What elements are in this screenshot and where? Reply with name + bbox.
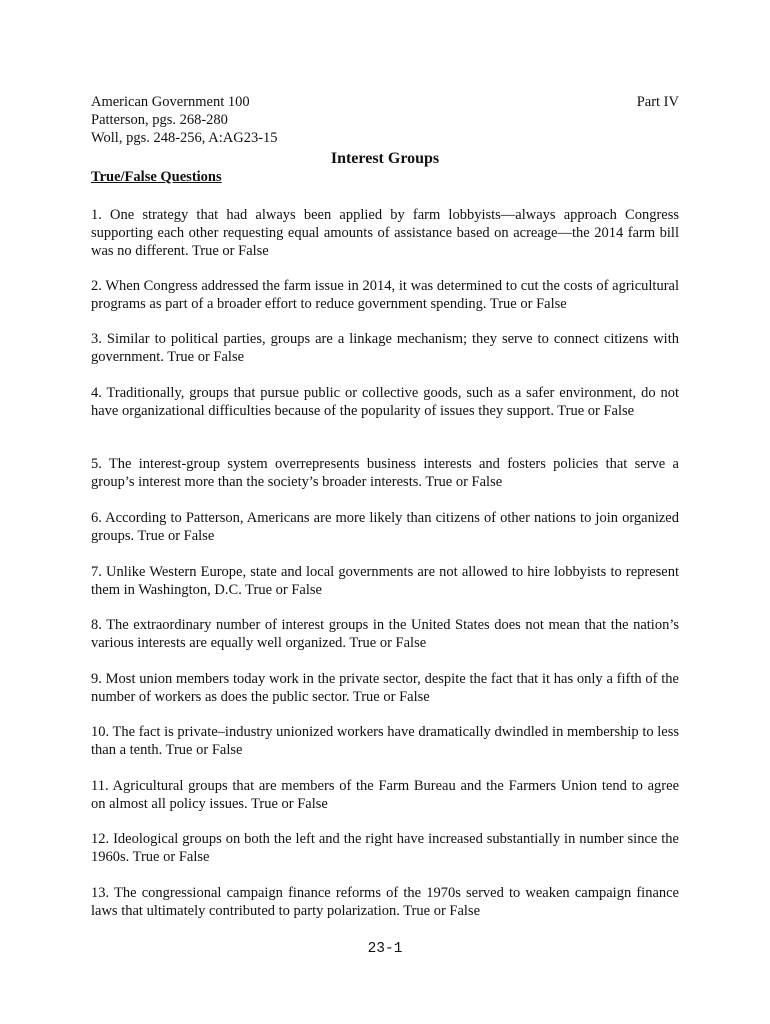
course-name: American Government 100 [91,94,250,110]
question-item: 11. Agricultural groups that are members of the Farm Bureau and the Farmers Union tend to agree on almost all policy issues. True or False [91,778,679,812]
question-item: 2. When Congress addressed the farm issue in 2014, it was determined to cut the costs of agricultural programs as part of a broader effort to reduce government spending. True or False [91,278,679,312]
question-item: 10. The fact is private–industry unionized workers have dramatically dwindled in membership to less than a tenth. True or False [91,724,679,758]
reading-reference-woll: Woll, pgs. 248-256, A:AG23-15 [91,130,278,146]
question-item: 3. Similar to political parties, groups are a linkage mechanism; they serve to connect citizens with government. True or False [91,331,679,365]
part-label: Part IV [636,94,679,110]
question-item: 13. The congressional campaign finance reforms of the 1970s served to weaken campaign finance laws that ultimately contributed to party polarization. True or False [91,885,679,919]
question-item: 4. Traditionally, groups that pursue public or collective goods, such as a safer environment, do not have organizational difficulties because of the popularity of issues they support. True or False [91,385,679,419]
section-heading: True/False Questions [91,169,222,185]
question-item: 9. Most union members today work in the private sector, despite the fact that it has only a fifth of the number of workers as does the public sector. True or False [91,671,679,705]
document-header [91,93,679,147]
question-item: 1. One strategy that had always been applied by farm lobbyists—always approach Congress supporting each other requesting equal amounts of assistance based on acreage—the 2014 farm bill was no different. True or False [91,207,679,259]
question-item: 8. The extraordinary number of interest groups in the United States does not mean that the nation’s various interests are equally well organized. True or False [91,617,679,651]
page-title: Interest Groups [330,150,440,167]
question-item: 12. Ideological groups on both the left and the right have increased substantially in number since the 1960s. True or False [91,831,679,865]
reading-reference-patterson: Patterson, pgs. 268-280 [91,112,228,128]
question-item: 7. Unlike Western Europe, state and local governments are not allowed to hire lobbyists to represent them in Washington, D.C. True or False [91,564,679,598]
question-item: 5. The interest-group system overrepresents business interests and fosters policies that serve a group’s interest more than the society’s broader interests. True or False [91,456,679,490]
question-item: 6. According to Patterson, Americans are more likely than citizens of other nations to join organized groups. True or False [91,510,679,544]
page-number: 23-1 [367,941,403,957]
